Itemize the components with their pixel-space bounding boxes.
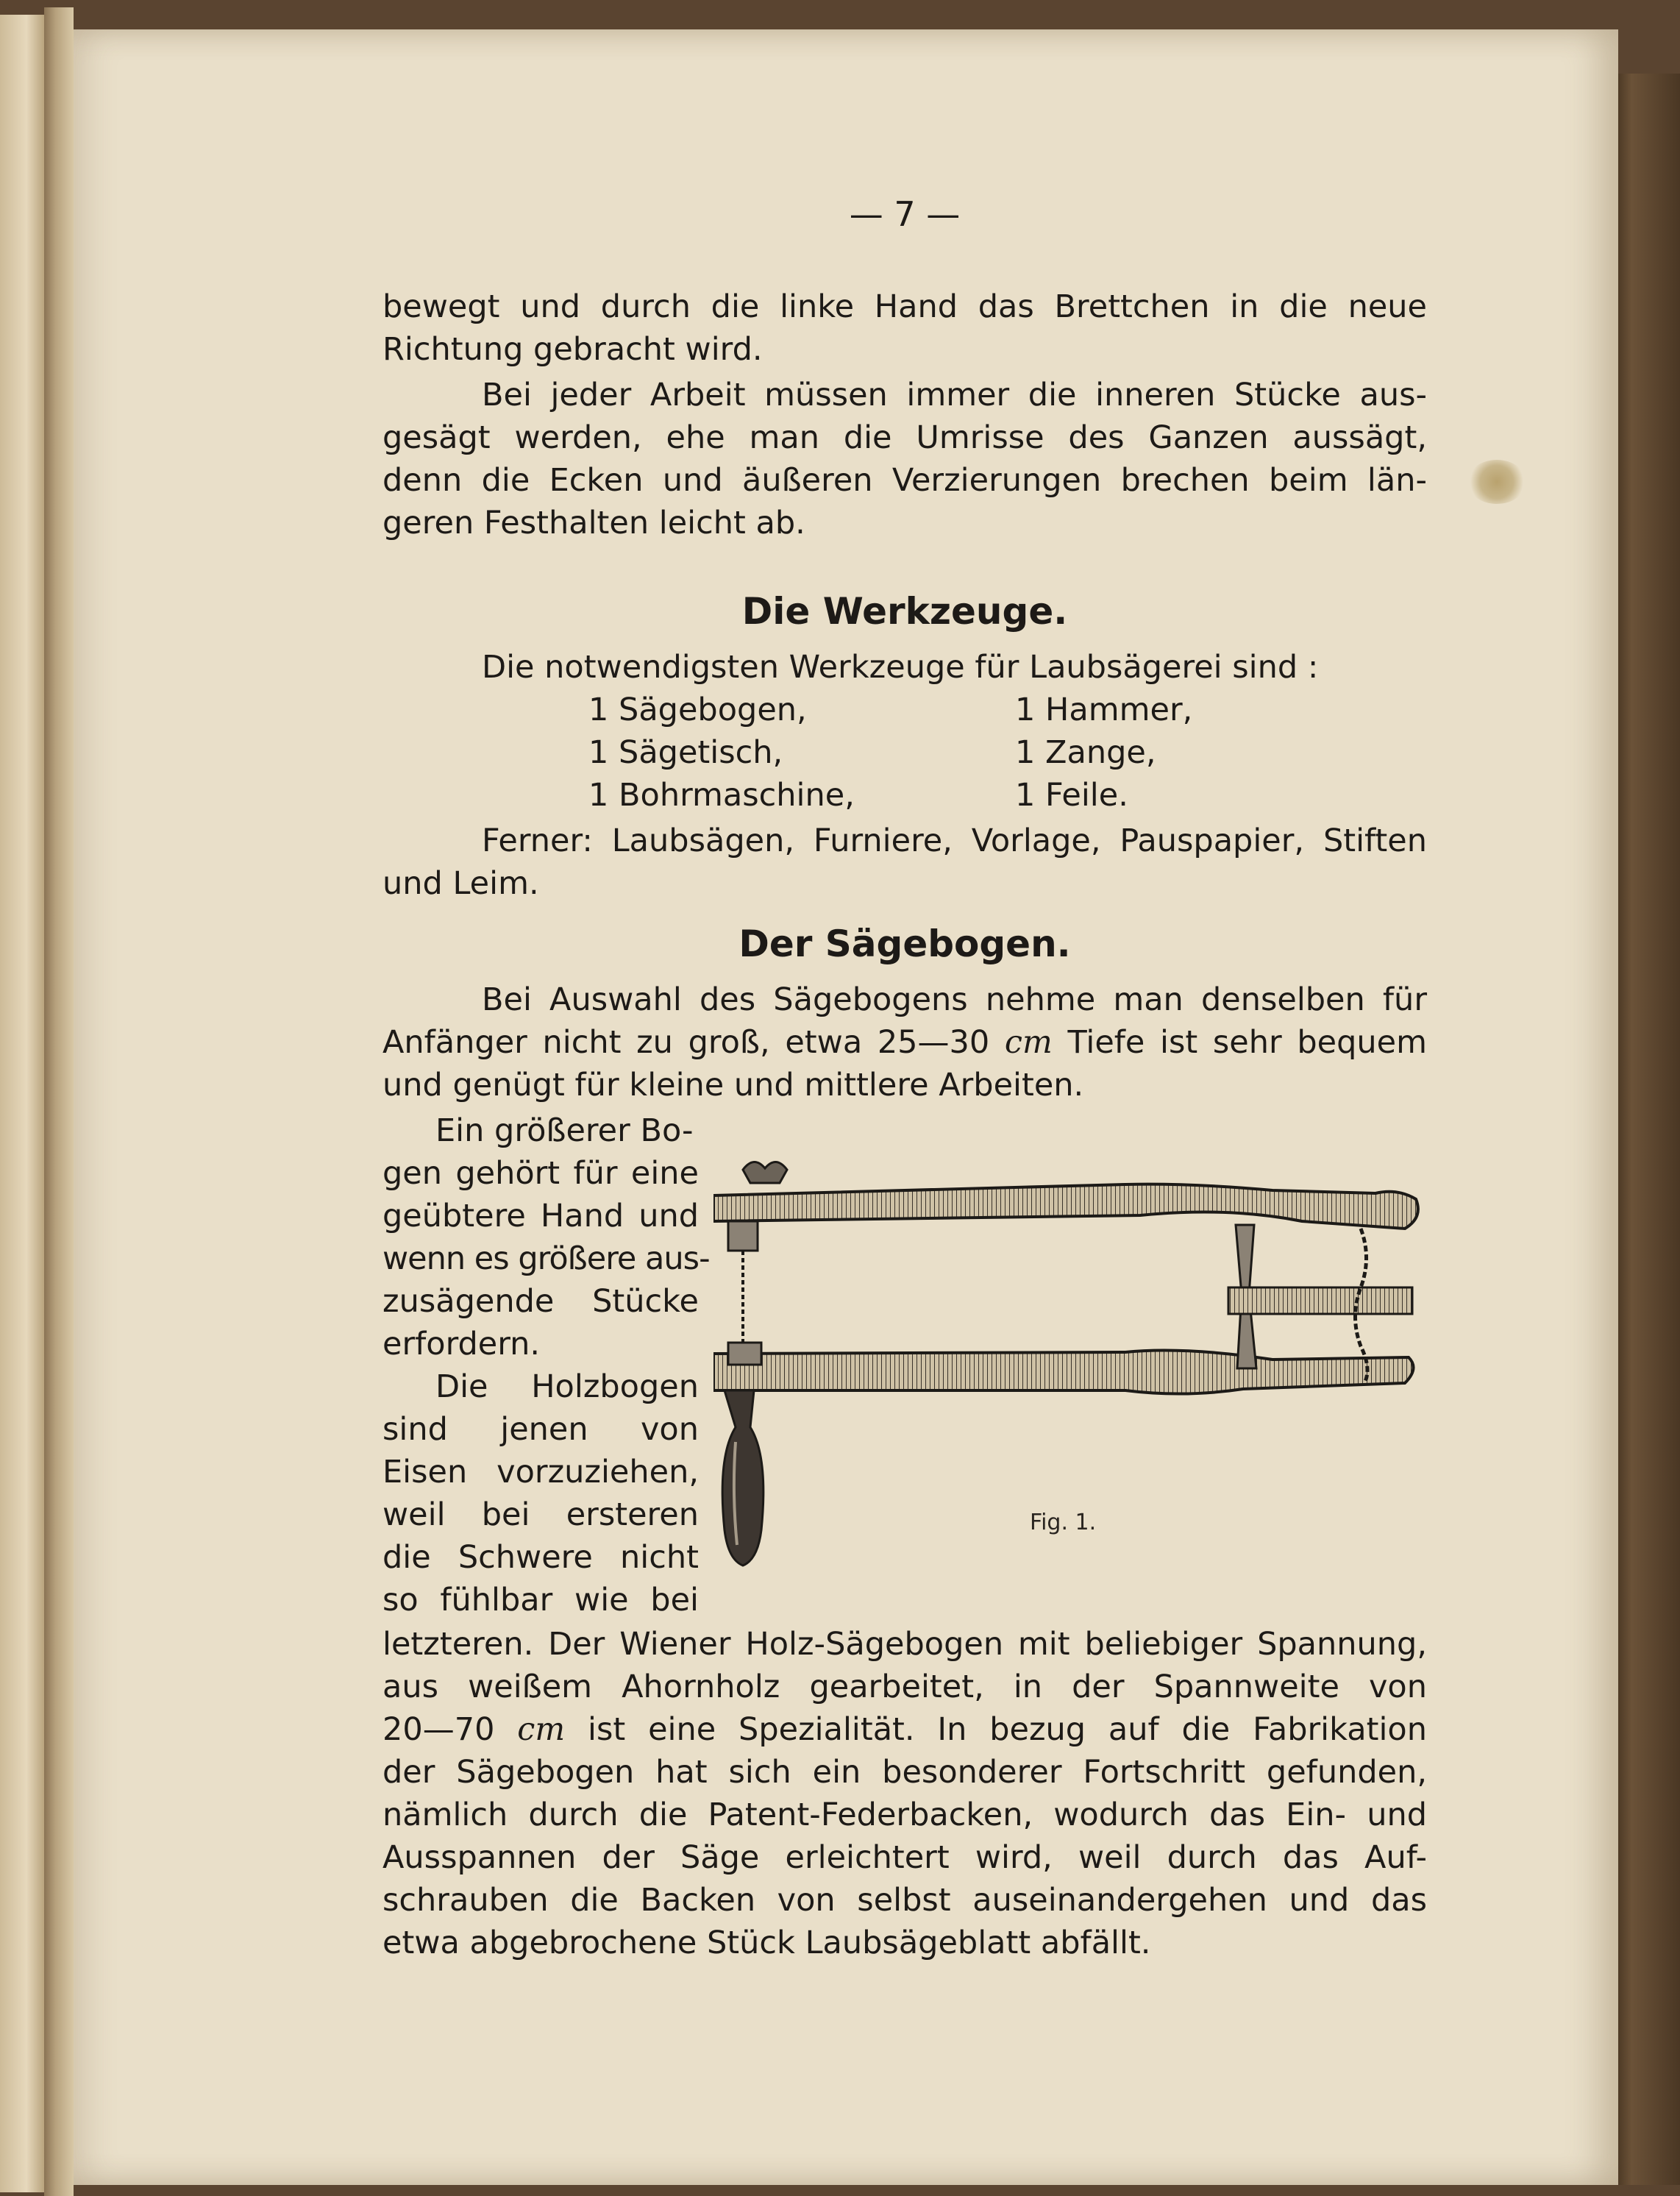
bottom-clamp [728, 1343, 761, 1365]
text-line: bewegt und durch die linke Hand das Brettchen in die neue [382, 288, 1427, 325]
text-line: letzteren. Der Wiener Holz-Sägebogen mit beliebiger Spannung, [382, 1626, 1427, 1663]
saw-top-arm [713, 1184, 1418, 1229]
text-line: gen gehört für eine [382, 1155, 699, 1192]
text-span: 20—70 [382, 1711, 495, 1748]
text-line [382, 1708, 1427, 1751]
saw-bottom-arm [713, 1351, 1413, 1394]
saw-handle [722, 1390, 764, 1566]
text-span: Tiefe ist sehr bequem [1067, 1024, 1427, 1061]
book-page [74, 29, 1618, 2185]
text-line: etwa abgebrochene Stück Laubsägeblatt abfällt. [382, 1925, 1151, 1961]
text-line: Die notwendigsten Werkzeuge für Laubsägerei sind : [482, 649, 1319, 686]
text-line: die Schwere nicht [382, 1539, 699, 1576]
text-line: wenn es größere aus- [382, 1240, 710, 1277]
figure-caption: Fig. 1. [1030, 1510, 1097, 1535]
top-clamp [728, 1221, 758, 1251]
tool-item: 1 Zange, [1015, 734, 1156, 771]
tool-item: 1 Feile. [1015, 777, 1128, 814]
text-line: Eisen vorzuziehen, [382, 1454, 699, 1490]
tool-row [382, 774, 1427, 817]
text-line: schrauben die Backen von selbst auseinandergehen und das [382, 1882, 1427, 1919]
text-line: und genügt für kleine und mittlere Arbeiten. [382, 1067, 1084, 1104]
tool-row [382, 689, 1427, 731]
text-line: Ferner: Laubsägen, Furniere, Vorlage, Pauspapier, Stiften [482, 822, 1427, 859]
saw-frame-illustration [713, 1148, 1434, 1663]
text-line: erfordern. [382, 1326, 541, 1362]
tool-item: 1 Sägebogen, [588, 692, 807, 728]
text-line: Bei jeder Arbeit müssen immer die inneren Stücke aus- [482, 377, 1427, 413]
text-line [382, 1021, 1427, 1064]
text-line: sind jenen von [382, 1411, 699, 1448]
tool-item: 1 Bohrmaschine, [588, 777, 855, 814]
text-line: gesägt werden, ehe man die Umrisse des Ganzen aussägt, [382, 419, 1427, 456]
section-heading: Die Werkzeuge. [741, 590, 1068, 633]
text-line: Ausspannen der Säge erleichtert wird, weil durch das Auf- [382, 1839, 1427, 1876]
tool-item: 1 Sägetisch, [588, 734, 783, 771]
text-line: zusägende Stücke [382, 1283, 699, 1320]
text-span: ist eine Spezialität. In bezug auf die Fabrikation [588, 1711, 1427, 1748]
text-line: und Leim. [382, 865, 539, 902]
text-line: so fühlbar wie bei [382, 1582, 699, 1618]
wing-nut-icon [743, 1162, 787, 1183]
unit-text: cm [1004, 1024, 1053, 1061]
text-line: Bei Auswahl des Sägebogens nehme man denselben für [482, 981, 1427, 1018]
book-cover-edge [1611, 74, 1680, 2185]
text-line: geübtere Hand und [382, 1198, 699, 1234]
text-line: geren Festhalten leicht ab. [382, 505, 805, 541]
tool-row [382, 731, 1427, 774]
text-span: Anfänger nicht zu groß, etwa 25—30 [382, 1024, 990, 1061]
paper-stain [1467, 460, 1526, 504]
text-line: Die Holzbogen [435, 1368, 699, 1405]
text-line: nämlich durch die Patent-Federbacken, wodurch das Ein- und [382, 1797, 1427, 1833]
text-line: Richtung gebracht wird. [382, 331, 763, 368]
left-page-edge [0, 15, 44, 2192]
text-line: weil bei ersteren [382, 1496, 699, 1533]
section-heading: Der Sägebogen. [738, 923, 1071, 965]
text-line: denn die Ecken und äußeren Verzierungen brechen beim län- [382, 462, 1427, 499]
tool-item: 1 Hammer, [1015, 692, 1193, 728]
text-line: Ein größerer Bo- [435, 1112, 694, 1149]
book-gutter [44, 7, 74, 2196]
page-number: — 7 — [849, 194, 961, 234]
unit-text: cm [517, 1711, 566, 1748]
text-line: der Sägebogen hat sich ein besonderer Fortschritt gefunden, [382, 1754, 1427, 1791]
text-line: aus weißem Ahornholz gearbeitet, in der Spannweite von [382, 1669, 1427, 1705]
tension-screw [1228, 1287, 1412, 1314]
